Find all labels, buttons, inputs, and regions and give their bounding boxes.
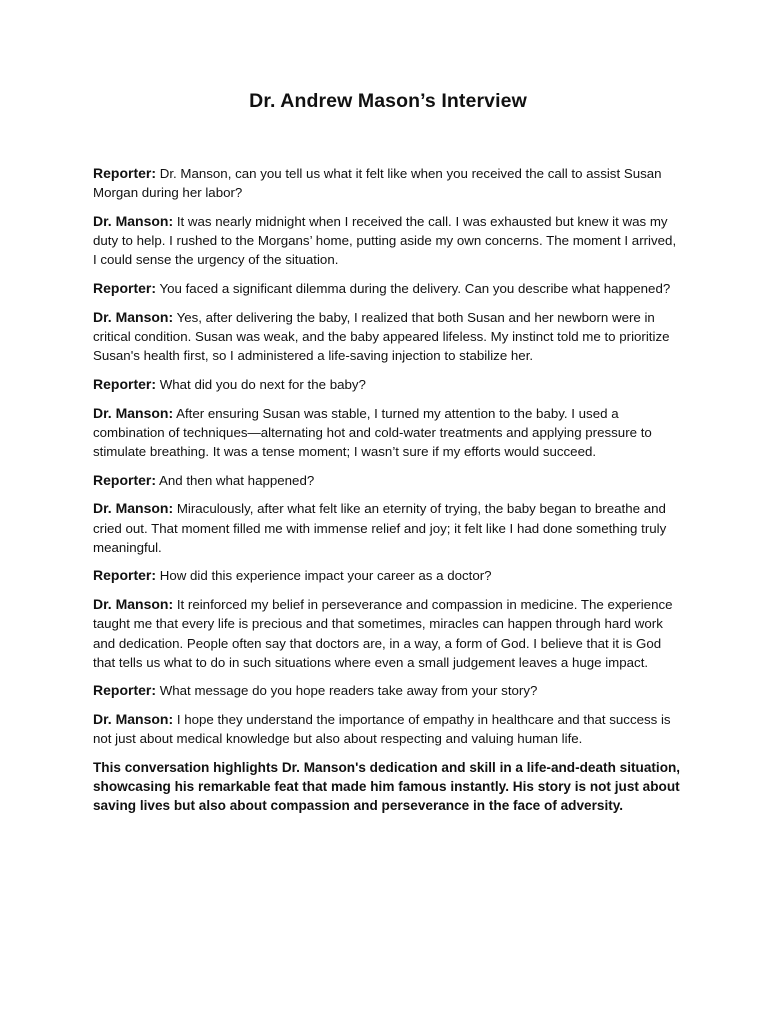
entry-text: After ensuring Susan was stable, I turned my attention to the baby. I used a combination of techniques—alternating hot and cold-water treatments and applying pressure to stimulate breathing. It was a tense moment; I wasn’t sure if my efforts would succeed. — [93, 405, 652, 459]
speaker-label: Dr. Manson: — [93, 212, 174, 229]
speaker-label: Dr. Manson: — [93, 404, 174, 421]
interview-entry — [93, 471, 683, 490]
summary-paragraph: This conversation highlights Dr. Manson's dedication and skill in a life-and-death situation, showcasing his remarkable feat that made him famous instantly. His story is not just about saving lives but also about compassion and perseverance in the face of adversity. — [93, 760, 681, 814]
interview-entry — [93, 279, 683, 298]
interview-entry — [93, 212, 683, 270]
entry-text: Yes, after delivering the baby, I realized that both Susan and her newborn were in critical condition. Susan was weak, and the baby appeared lifeless. My instinct told me to prioritize Susan's health first, so I administered a life-saving injection to stabilize her. — [93, 309, 670, 364]
speaker-label: Reporter: — [93, 682, 157, 699]
interview-entry — [93, 499, 683, 557]
entry-text: Dr. Manson, can you tell us what it felt like when you received the call to assist Susan Morgan during her labor? — [93, 166, 662, 201]
speaker-label: Reporter: — [93, 280, 157, 297]
page-title: Dr. Andrew Mason’s Interview — [249, 90, 527, 112]
entry-text: I hope they understand the importance of empathy in healthcare and that success is not just about medical knowledge but also about respecting and valuing human life. — [93, 712, 671, 747]
entry-text: It reinforced my belief in perseverance and compassion in medicine. The experience taught me that every life is precious and that sometimes, miracles can happen through hard work and dedication. People often say that doctors are, in a way, a form of God. I believe that it is God that tells us what to do in such situations where even a small judgement leaves a huge impact. — [93, 597, 673, 670]
interview-entry — [93, 164, 683, 202]
entry-text: It was nearly midnight when I received the call. I was exhausted but knew it was my duty to help. I rushed to the Morgans’ home, putting aside my own concerns. The moment I arrived, I could sense the urgency of the situation. — [93, 213, 677, 268]
speaker-label: Reporter: — [93, 165, 157, 181]
speaker-label: Dr. Manson: — [93, 596, 174, 613]
document-page — [93, 86, 683, 816]
interview-entry — [93, 566, 683, 585]
speaker-label: Reporter: — [93, 471, 157, 488]
interview-entry — [93, 308, 683, 366]
speaker-label: Dr. Manson: — [93, 500, 174, 517]
speaker-label: Reporter: — [93, 375, 157, 392]
entry-text: And then what happened? — [156, 472, 315, 488]
entry-text: You faced a significant dilemma during the delivery. Can you describe what happened? — [156, 281, 671, 297]
entry-text: What message do you hope readers take away from your story? — [156, 683, 538, 699]
entry-text: Miraculously, after what felt like an eternity of trying, the baby began to breathe and cried out. That moment filled me with immense relief and joy; it felt like I had done something truly meaningful. — [93, 501, 667, 555]
interview-entry — [93, 404, 683, 462]
interview-entry — [93, 375, 683, 394]
interview-entry — [93, 681, 683, 700]
interview-entry — [93, 710, 683, 748]
speaker-label: Dr. Manson: — [93, 308, 174, 325]
entry-text: What did you do next for the baby? — [156, 376, 366, 392]
speaker-label: Reporter: — [93, 567, 157, 584]
entry-text: How did this experience impact your career as a doctor? — [156, 568, 492, 584]
interview-entry — [93, 595, 683, 672]
speaker-label: Dr. Manson: — [93, 711, 174, 728]
